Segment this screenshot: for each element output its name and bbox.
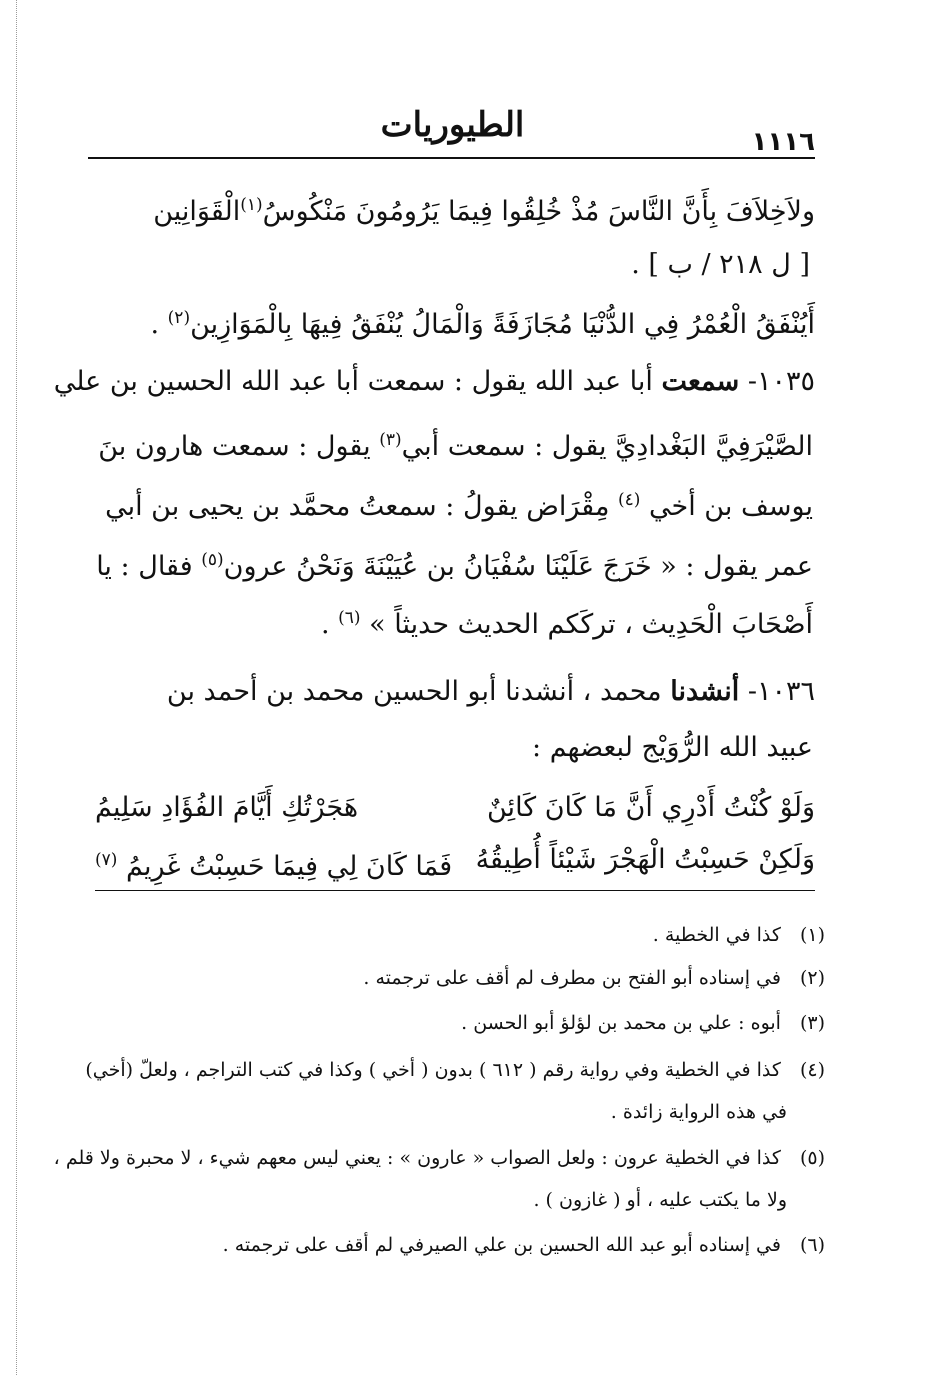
footnote-number: (٣) — [799, 1012, 825, 1034]
footnote-ref: (٤) — [618, 490, 641, 510]
entry-keyword: سمعت — [661, 366, 740, 397]
text-segment: أَصْحَابَ الْحَدِيث ، تركَكم الحديث حديثاً » — [369, 609, 813, 640]
scan-margin-line — [16, 0, 17, 1375]
footnote-text: كذا في الخطية وفي رواية رقم ( ٦١٢ ) بدون ( أخي ) وكذا في كتب التراجم ، ولعلّ (أخي) — [85, 1059, 781, 1081]
page-number: ١١١٦ — [751, 127, 815, 157]
footnote-5 — [53, 1143, 825, 1173]
footnote-number: (٥) — [799, 1147, 825, 1169]
footnote-text: في إسناده أبو الفتح بن مطرف لم أقف على ترجمته . — [363, 967, 781, 989]
text-line-1 — [88, 185, 815, 232]
text-line-6 — [88, 480, 813, 527]
book-title: الطيوريات — [380, 105, 525, 145]
text-segment: يوسف بن أخي — [649, 491, 813, 522]
text-line-4 — [53, 362, 815, 402]
text-line-8 — [88, 598, 813, 645]
text-line-3 — [88, 298, 815, 345]
text-segment: . — [150, 309, 168, 340]
text-segment: عمر يقول : « خَرَجَ عَلَيْنَا سُفْيَانُ بن عُيَيْنَةَ وَنَحْنُ عرون — [223, 551, 813, 582]
footnote-number: (٤) — [799, 1059, 825, 1081]
entry-keyword: أنشدنا — [670, 676, 740, 707]
footnote-text: في هذه الرواية زائدة . — [610, 1101, 787, 1123]
footnote-number: (٢) — [799, 967, 825, 989]
entry-number: ١٠٣٥- — [747, 366, 815, 397]
footnote-text: كذا في الخطية . — [652, 924, 781, 946]
footnote-text: كذا في الخطية عرون : ولعل الصواب « عارون » : يعني ليس معهم شيء ، لا محبرة ولا قلم ، — [53, 1147, 781, 1169]
footnote-ref: (٢) — [167, 308, 191, 328]
text-segment: عبيد الله الرُّوَيْج لبعضهم : — [532, 732, 813, 763]
text-line-10 — [88, 728, 813, 768]
poem-verse-2 — [95, 840, 815, 887]
text-segment: ولاَخِلاَفَ بِأَنَّ النَّاسَ مُذْ خُلِقُوا فِيمَا يَرُومُونَ مَنْكُوسُ — [262, 196, 815, 227]
footnote-ref: (٧) — [95, 850, 118, 870]
text-segment: . — [320, 609, 339, 640]
text-segment: الصَّيْرَفِيَّ البَغْدادِيَّ يقول : سمعت أبي — [401, 431, 813, 462]
text-segment: فقال : يا — [96, 551, 202, 582]
header-rule — [88, 157, 815, 159]
footnote-text: في إسناده أبو عبد الله الحسين بن علي الصيرفي لم أقف على ترجمته . — [222, 1234, 781, 1256]
footnote-text: ولا ما يكتب عليه ، أو ( غازون ) . — [533, 1189, 787, 1211]
footnote-number: (١) — [799, 924, 825, 946]
text-segment: مِقْرَاض يقولُ : سمعتُ محمَّد بن يحيى بن أبي — [105, 491, 619, 522]
entry-number: ١٠٣٦- — [747, 676, 815, 707]
text-line-2 — [88, 245, 810, 285]
page-header — [90, 105, 815, 155]
verse-hemistich-first: وَلَكِنْ حَسِبْتُ الْهَجْرَ شَيْئاً أُطِيقُهُ — [475, 844, 815, 875]
manuscript-folio-ref: [ ل ٢١٨ / ب ] . — [631, 249, 810, 280]
footnote-ref: (٥) — [201, 550, 224, 570]
footnote-separator — [95, 890, 815, 891]
poem-verse-1 — [95, 788, 815, 828]
footnote-ref: (١) — [240, 195, 263, 215]
text-line-9 — [88, 672, 815, 712]
footnote-text: أبوه : علي بن محمد بن لؤلؤ أبو الحسن . — [461, 1012, 781, 1034]
text-segment: أَيُنْفَقُ الْعُمْرُ فِي الدُّنْيَا مُجَازَفَةً وَالْمَالُ يُنْفَقُ فِيهَا بِالْمَوَازِين — [190, 309, 815, 340]
text-line-5 — [88, 420, 813, 467]
text-segment: فَمَا كَانَ لِي فِيمَا حَسِبْتُ غَرِيمُ — [126, 851, 453, 882]
footnote-5-continued — [82, 1185, 787, 1215]
text-segment: يقول : سمعت هارون بنَ — [98, 431, 380, 462]
text-line-7 — [88, 540, 813, 587]
footnote-6 — [82, 1230, 825, 1260]
text-segment: الْقَوَانِين — [153, 196, 241, 227]
footnote-4-continued — [82, 1097, 787, 1127]
text-segment: أبا عبد الله يقول : سمعت أبا عبد الله الحسين بن علي — [53, 366, 662, 397]
footnote-4 — [82, 1055, 825, 1085]
verse-hemistich-first: وَلَوْ كُنْتُ أَدْرِي أَنَّ مَا كَانَ كَائِنٌ — [487, 792, 815, 823]
footnote-2 — [82, 963, 825, 993]
footnote-1 — [82, 920, 825, 950]
footnote-3 — [82, 1008, 825, 1038]
text-segment: محمد ، أنشدنا أبو الحسين محمد بن أحمد بن — [166, 676, 671, 707]
footnote-ref: (٣) — [379, 430, 402, 450]
verse-hemistich-second — [95, 840, 452, 887]
verse-hemistich-second: هَجَرْتُكِ أَيَّامَ الفُؤَادِ سَلِيمُ — [95, 792, 359, 823]
footnote-number: (٦) — [799, 1234, 825, 1256]
footnote-ref: (٦) — [338, 608, 361, 628]
